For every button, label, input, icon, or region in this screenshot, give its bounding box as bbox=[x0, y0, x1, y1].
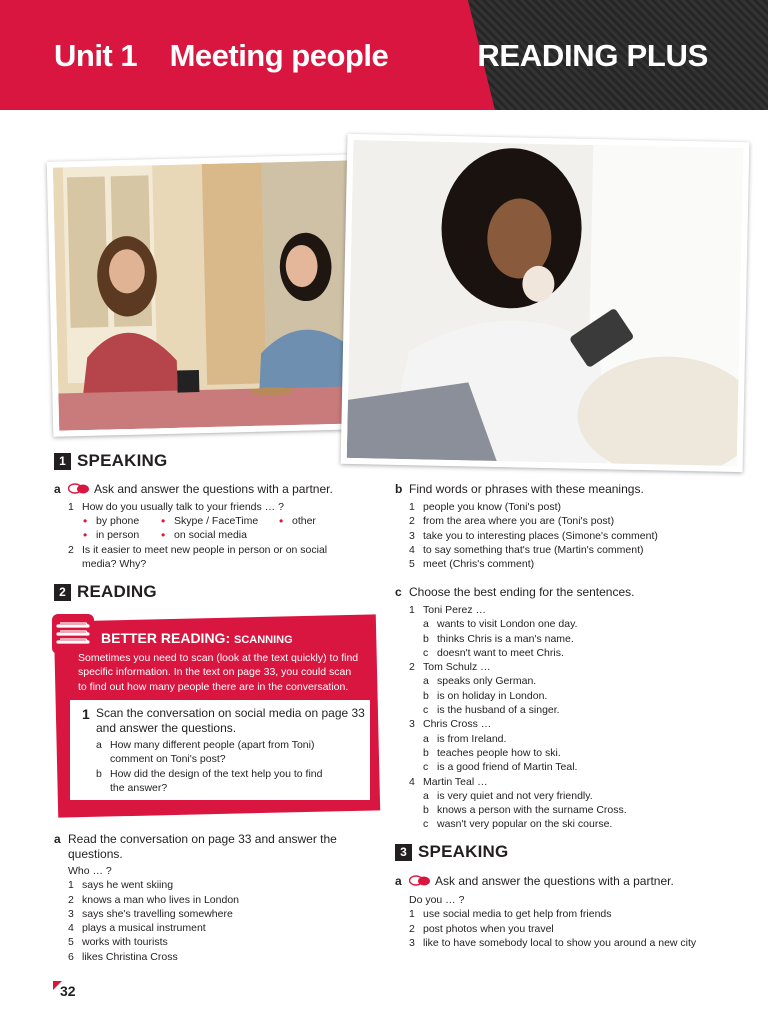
task-text-line: questions. bbox=[68, 847, 123, 861]
section-1-number: 1 bbox=[54, 453, 71, 470]
sentence-stem: 3 Chris Cross … bbox=[409, 718, 492, 731]
page-number: 32 bbox=[60, 983, 76, 999]
books-stack-icon bbox=[52, 614, 94, 654]
option-item: a is very quiet and not very friendly. bbox=[423, 789, 593, 802]
option-item: c is the husband of a singer. bbox=[423, 704, 560, 717]
reading-a-list bbox=[68, 864, 239, 964]
exercise-question-b: b How did the design of the text help you to find the answer? bbox=[96, 768, 323, 795]
sentence-stem: 1 Toni Perez … bbox=[409, 604, 487, 616]
section-1-heading bbox=[54, 451, 167, 471]
option-item: a is from Ireland. bbox=[423, 732, 507, 745]
reading-task-a bbox=[54, 832, 384, 862]
list-item: 2 knows a man who lives in London bbox=[68, 893, 240, 906]
sentence-stem: 2 Tom Schulz … bbox=[409, 661, 491, 674]
section-3-title: SPEAKING bbox=[418, 842, 509, 861]
task-letter: a bbox=[395, 874, 402, 888]
list-item: 3 like to have somebody local to show you around a new city bbox=[409, 936, 697, 949]
better-reading-subtitle: SCANNING bbox=[234, 634, 293, 646]
option-item: b is on holiday in London. bbox=[423, 689, 548, 702]
list-intro: Who … ? bbox=[68, 865, 112, 877]
task-letter: c bbox=[395, 585, 402, 599]
speaking3-list bbox=[409, 893, 696, 950]
option-item: b thinks Chris is a man's name. bbox=[423, 632, 574, 645]
list-item: 1 use social media to get help from friends bbox=[409, 908, 612, 921]
sentence-stem: 4 Martin Teal … bbox=[409, 775, 488, 788]
list-item: 5 meet (Chris's comment) bbox=[409, 558, 535, 571]
option-item: a speaks only German. bbox=[423, 675, 537, 688]
speech-bubbles-icon bbox=[68, 483, 90, 495]
option-item: • in person bbox=[96, 528, 139, 542]
list-item: 2 from the area where you are (Toni's post) bbox=[409, 515, 615, 528]
better-reading-title: BETTER READING: SCANNING bbox=[101, 630, 293, 646]
list-item: 4 plays a musical instrument bbox=[68, 922, 206, 935]
list-item: 6 likes Christina Cross bbox=[68, 950, 178, 963]
option-item: • on social media bbox=[174, 528, 247, 542]
exercise-text: Scan the conversation on social media on page 33 and answer the questions. bbox=[96, 706, 365, 735]
exercise-question-a: a How many different people (apart from Toni) comment on Toni's post? bbox=[96, 739, 315, 766]
option-item: • other bbox=[292, 514, 316, 528]
speech-bubbles-icon bbox=[409, 875, 431, 887]
list-item: 5 works with tourists bbox=[68, 936, 168, 949]
task-letter: a bbox=[54, 832, 61, 846]
reading-task-c bbox=[395, 585, 725, 600]
unit-title: Unit 1 Meeting people bbox=[54, 38, 389, 73]
task-text: Ask and answer the questions with a partner. bbox=[435, 874, 674, 888]
option-item: a wants to visit London one day. bbox=[423, 618, 578, 631]
list-item: 4 to say something that's true (Martin's comment) bbox=[409, 543, 644, 556]
speaking1-question-2: 2 Is it easier to meet new people in person or on social media? Why? bbox=[68, 544, 328, 571]
scan-exercise-box bbox=[70, 700, 370, 800]
section-2-title: READING bbox=[77, 582, 157, 601]
speaking3-task-a bbox=[395, 874, 725, 889]
better-reading-text: Sometimes you need to scan (look at the text quickly) to find specific information. In the text on page 33, you could scan to find out how many people there are in the conversation. bbox=[78, 652, 359, 693]
task-letter: a bbox=[54, 482, 61, 496]
option-item: c doesn't want to meet Chris. bbox=[423, 646, 564, 659]
task-c-list bbox=[409, 603, 627, 832]
task-text: Find words or phrases with these meanings. bbox=[409, 482, 644, 496]
list-item: 3 take you to interesting places (Simone's comment) bbox=[409, 529, 658, 542]
photo-two-women-talking bbox=[47, 154, 364, 436]
section-1-title: SPEAKING bbox=[77, 451, 168, 470]
exercise-number: 1 bbox=[82, 706, 90, 722]
list-intro: Do you … ? bbox=[409, 894, 465, 906]
speaking1-task-a bbox=[54, 482, 384, 497]
section-2-heading bbox=[54, 582, 157, 602]
task-b-list bbox=[409, 500, 658, 571]
list-item: 1 says he went skiing bbox=[68, 879, 174, 892]
list-item: 2 post photos when you travel bbox=[409, 922, 554, 935]
section-3-heading bbox=[395, 842, 508, 862]
section-label: READING PLUS bbox=[477, 38, 708, 73]
option-item: b teaches people how to ski. bbox=[423, 746, 561, 759]
list-item: 3 says she's travelling somewhere bbox=[68, 907, 233, 920]
task-text-line: Read the conversation on page 33 and answer the bbox=[68, 832, 337, 846]
option-item: • Skype / FaceTime bbox=[174, 514, 258, 528]
task-text: Choose the best ending for the sentences. bbox=[409, 585, 635, 599]
task-text: Ask and answer the questions with a partner. bbox=[94, 482, 333, 496]
list-item: 1 people you know (Toni's post) bbox=[409, 501, 561, 513]
option-item: c is a good friend of Martin Teal. bbox=[423, 761, 578, 774]
photo-woman-with-tablet bbox=[341, 134, 750, 472]
section-2-number: 2 bbox=[54, 584, 71, 601]
speaking1-question-1: 1 How do you usually talk to your friends … ? bbox=[68, 501, 284, 513]
section-3-number: 3 bbox=[395, 844, 412, 861]
option-item: c wasn't very popular on the ski course. bbox=[423, 818, 613, 831]
reading-task-b bbox=[395, 482, 725, 497]
option-item: • by phone bbox=[96, 514, 139, 528]
option-item: b knows a person with the surname Cross. bbox=[423, 804, 627, 817]
task-letter: b bbox=[395, 482, 403, 496]
